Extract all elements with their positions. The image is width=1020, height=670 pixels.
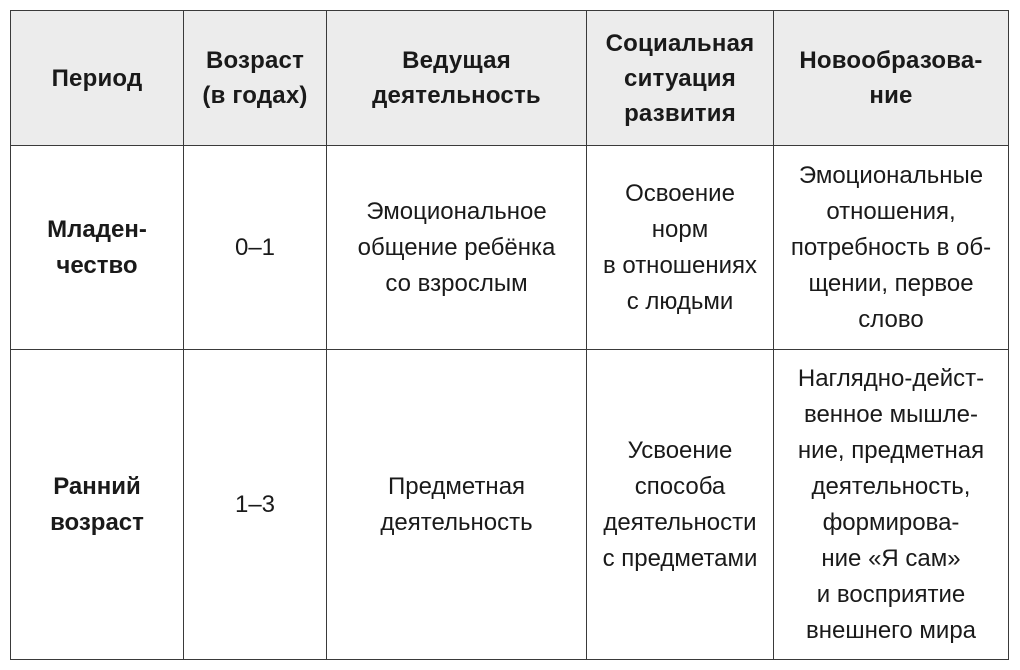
age-cell: 0–1 [184,146,327,350]
table-body [11,146,1009,660]
table-header [11,11,1009,146]
neoformation-cell: Наглядно-дейст- венное мышле- ние, предметная деятельность, формирова- ние «Я сам» и восприятие внешнего мира [774,350,1009,660]
header-age: Возраст (в годах) [184,11,327,146]
header-neoformation: Новообразова- ние [774,11,1009,146]
activity-cell: Предметная деятельность [327,350,587,660]
situation-cell: Усвоение способа деятельности с предметами [587,350,774,660]
table-row-early-age [11,350,1009,660]
development-periods-table [10,10,1009,660]
header-social-situation: Социальная ситуация развития [587,11,774,146]
header-row [11,11,1009,146]
age-cell: 1–3 [184,350,327,660]
situation-cell: Освоение норм в отношениях с людьми [587,146,774,350]
period-cell: Ранний возраст [11,350,184,660]
table-row-infancy [11,146,1009,350]
header-leading-activity: Ведущая деятельность [327,11,587,146]
neoformation-cell: Эмоциональные отношения, потребность в об- щении, первое слово [774,146,1009,350]
period-cell: Младен- чество [11,146,184,350]
header-period: Период [11,11,184,146]
activity-cell: Эмоциональное общение ребёнка со взрослым [327,146,587,350]
